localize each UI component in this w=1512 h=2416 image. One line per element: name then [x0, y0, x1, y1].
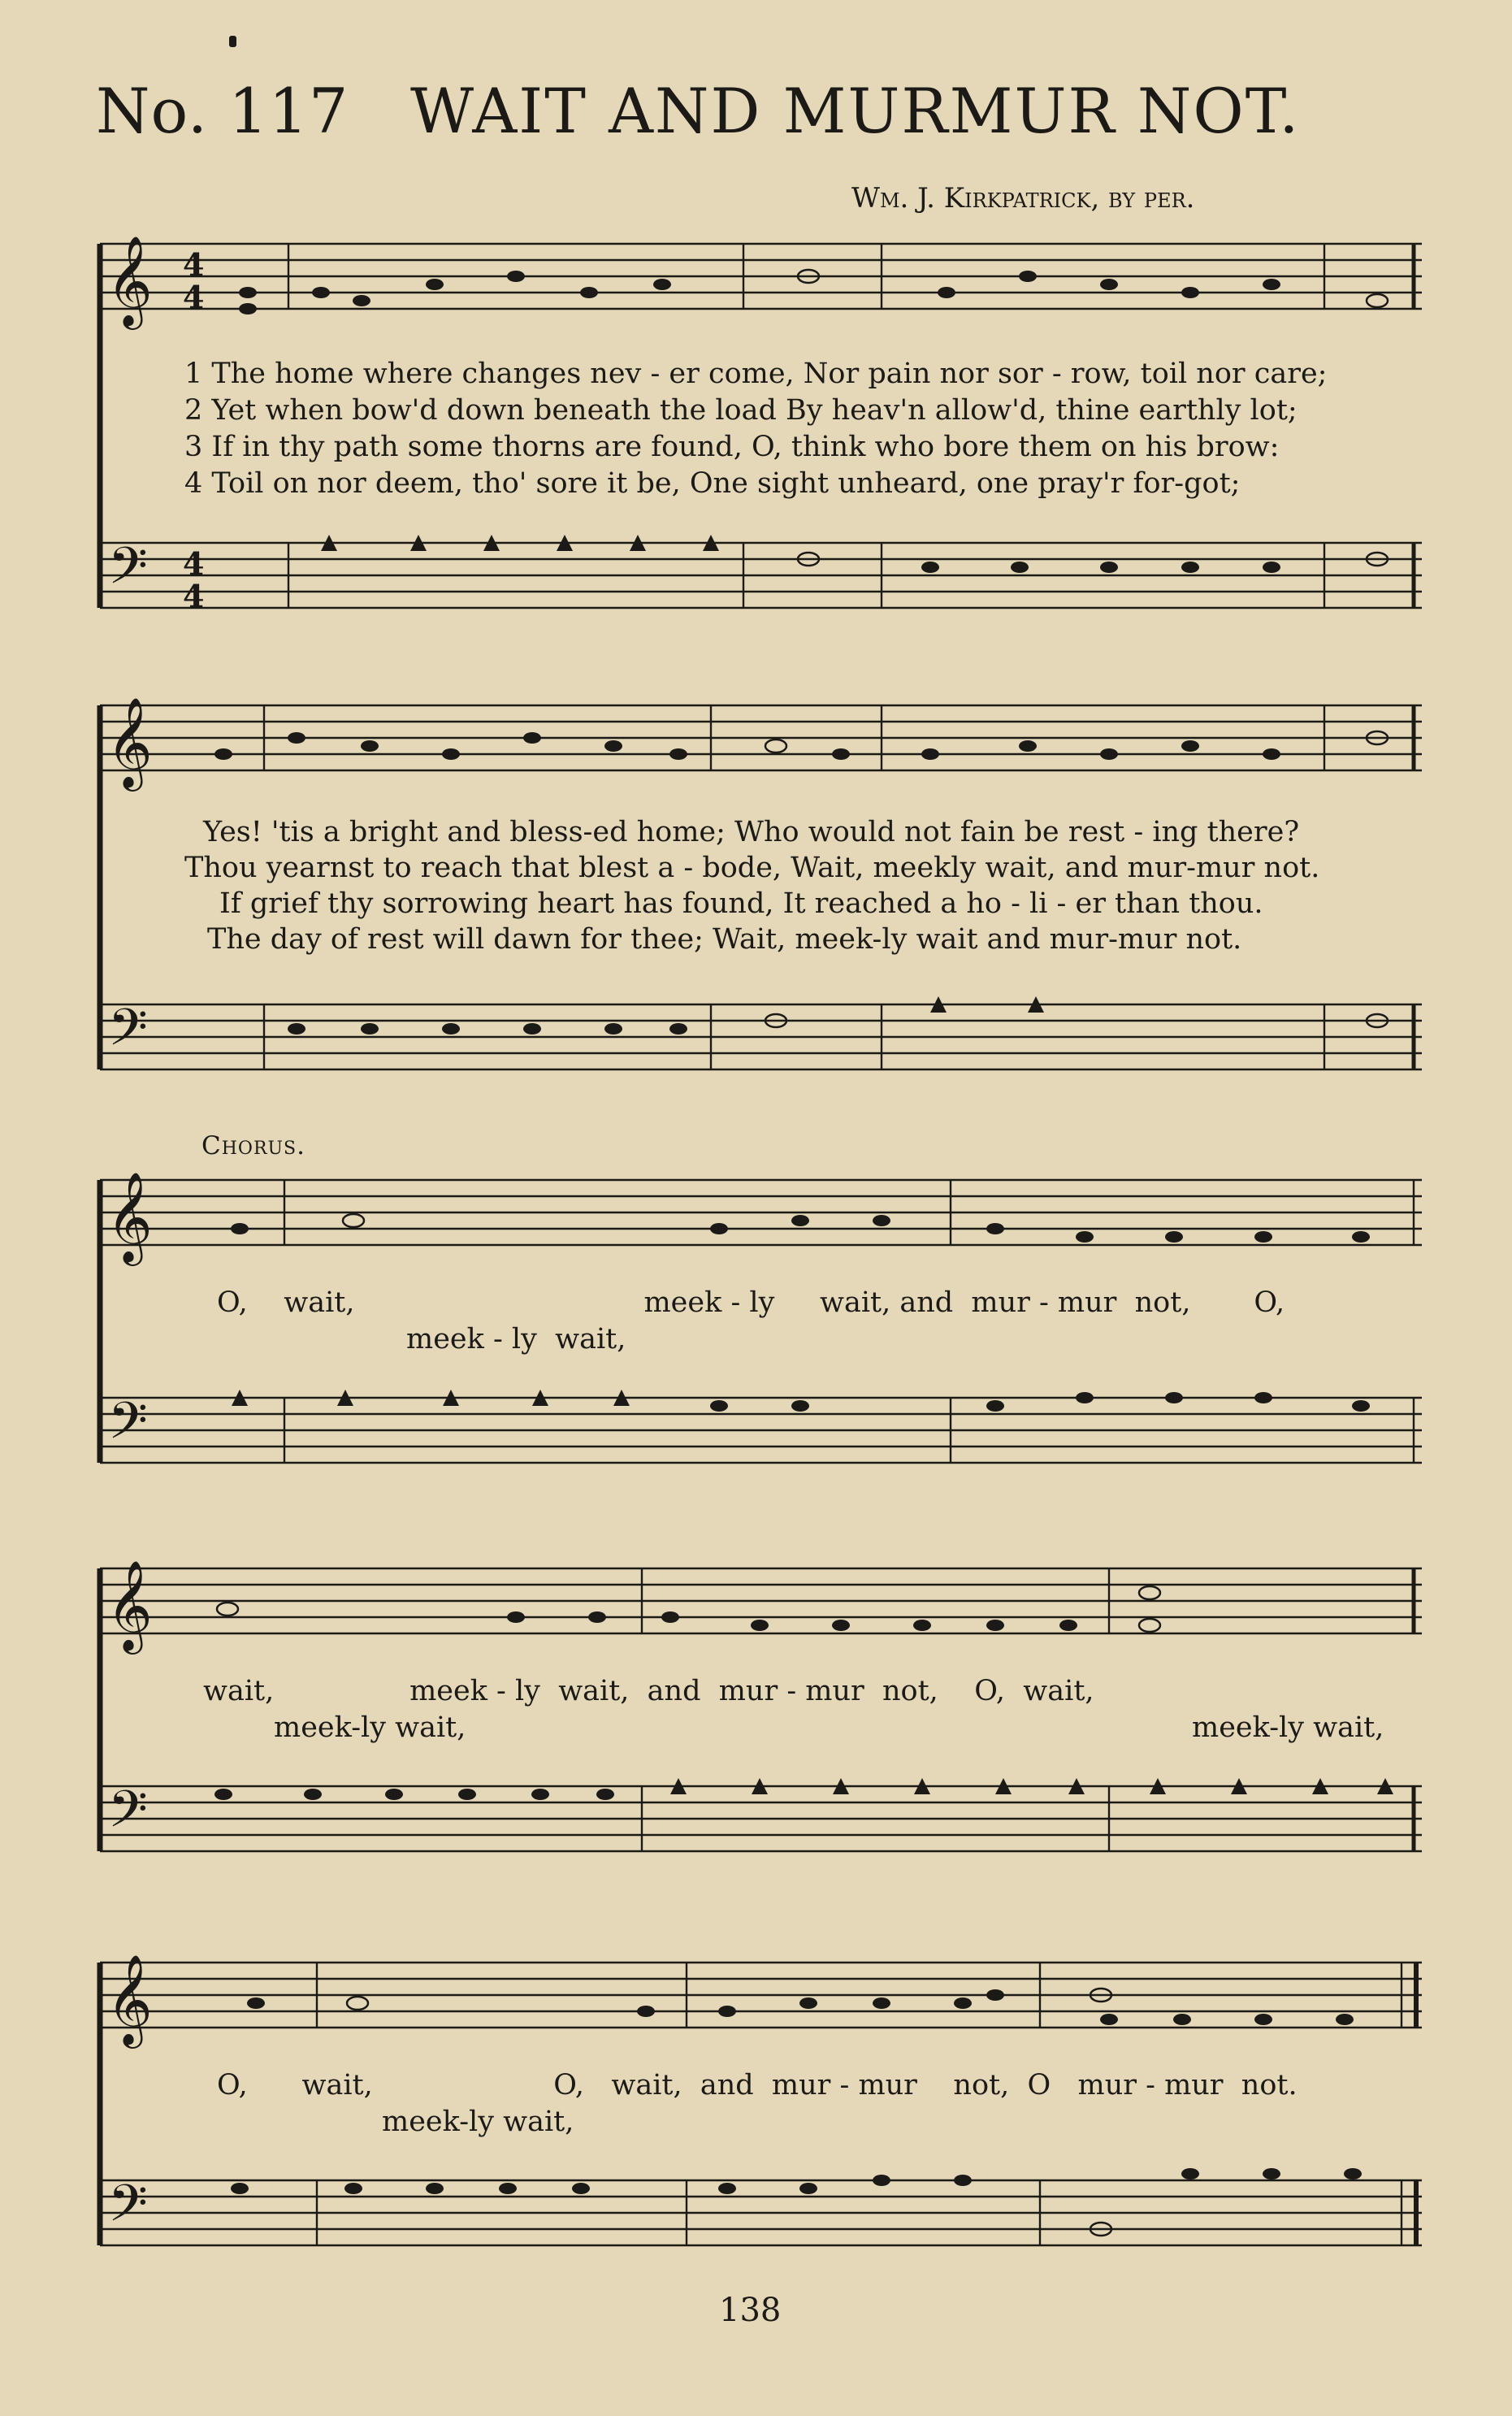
music-system-1: [93, 226, 1426, 648]
svg-text:𝄢: 𝄢: [108, 536, 148, 608]
chorus-line-1-upper: O, wait, meek - ly wait, and mur - mur not, O,: [217, 1286, 1285, 1319]
page-number: 138: [719, 2292, 782, 2329]
chorus-line-2-lower-right: meek-ly wait,: [1192, 1711, 1384, 1744]
staff-graphics-2: [93, 687, 1426, 1086]
composer-text: Wm. J. Kirkpatrick, by per.: [851, 182, 1195, 215]
svg-text:4: 4: [183, 246, 205, 283]
verse-2-line-2: Thou yearnst to reach that blest a - bode, Wait, meekly wait, and mur-mur not.: [184, 852, 1320, 884]
svg-text:4: 4: [183, 578, 205, 614]
chorus-line-2-lower-left: meek-ly wait,: [274, 1711, 466, 1744]
music-system-5: [93, 1945, 1426, 2270]
chorus-line-1-lower: meek - ly wait,: [406, 1323, 626, 1355]
staff-graphics-5: [93, 1945, 1426, 2270]
svg-text:4: 4: [183, 279, 205, 315]
verse-3-line-2: If grief thy sorrowing heart has found, It reached a ho - li - er than thou.: [219, 887, 1263, 920]
svg-text:𝄢: 𝄢: [108, 2173, 148, 2245]
verse-1-line-1: 1 The home where changes nev - er come, Nor pain nor sor - row, toil nor care;: [184, 358, 1328, 390]
verse-1-line-2: Yes! 'tis a bright and bless-ed home; Who would not fain be rest - ing there?: [203, 816, 1300, 848]
chorus-line-3-upper: O, wait, O, wait, and mur - mur not, O mur - mur not.: [217, 2069, 1298, 2102]
svg-text:𝄢: 𝄢: [108, 997, 148, 1069]
staff-graphics-3: [93, 1162, 1426, 1487]
verse-2-line-1: 2 Yet when bow'd down beneath the load By heav'n allow'd, thine earthly lot;: [184, 394, 1298, 427]
verse-3-line-1: 3 If in thy path some thorns are found, O, think who bore them on his brow:: [184, 431, 1280, 463]
music-system-3: [93, 1162, 1426, 1487]
chorus-line-3-lower: meek-ly wait,: [382, 2106, 574, 2138]
music-system-2: [93, 687, 1426, 1086]
svg-text:𝄞: 𝄞: [106, 235, 153, 326]
svg-text:4: 4: [183, 545, 205, 582]
hymn-number: No. 117: [96, 75, 349, 147]
svg-text:𝄢: 𝄢: [108, 1779, 148, 1851]
composer-credit: [851, 182, 1194, 215]
svg-text:𝄞: 𝄞: [106, 1171, 153, 1262]
verse-4-line-1: 4 Toil on nor deem, tho' sore it be, One sight unheard, one pray'r for-got;: [184, 467, 1241, 500]
svg-text:𝄢: 𝄢: [108, 1390, 148, 1463]
chorus-line-2-upper: wait, meek - ly wait, and mur - mur not, O, wait,: [203, 1675, 1094, 1707]
music-system-4: [93, 1551, 1426, 1876]
svg-text:𝄞: 𝄞: [106, 1559, 153, 1650]
ink-mark: [229, 36, 236, 47]
hymn-title: WAIT AND MURMUR NOT.: [410, 75, 1301, 147]
chorus-label: Chorus.: [201, 1131, 305, 1160]
svg-text:𝄞: 𝄞: [106, 1954, 153, 2045]
verse-4-line-2: The day of rest will dawn for thee; Wait, meek-ly wait and mur-mur not.: [207, 923, 1242, 956]
svg-text:𝄞: 𝄞: [106, 696, 153, 787]
